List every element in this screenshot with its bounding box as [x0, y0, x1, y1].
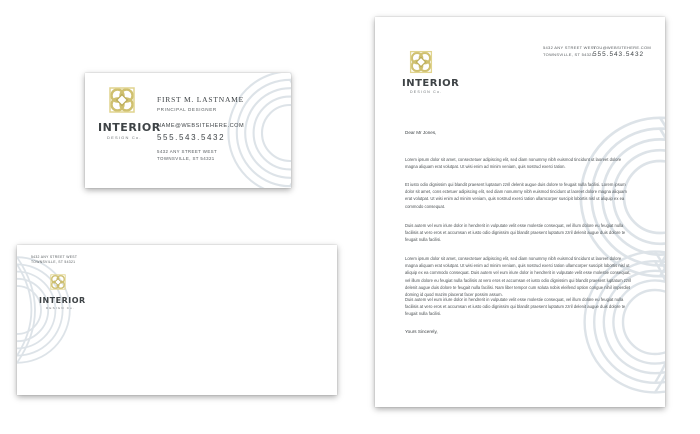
- interlocking-knot-icon: [49, 273, 67, 291]
- brand-name: INTERIOR: [98, 121, 161, 134]
- business-card: [85, 73, 291, 188]
- header-address-line-1: 5432 ANY STREET WEST: [543, 45, 597, 50]
- header-address-line-2: TOWNSVILLE, ST 54321: [543, 52, 595, 57]
- address-line-2: TOWNSVILLE, ST 54321: [157, 156, 215, 161]
- letter-paragraph: Et iusto odio dignissim qui blandit praesent luptatum zzril delenit augue duis dolore te feugait nulla facilisi. Lorem ipsum dolor sit amet, cons ectetuer adipiscing elit, sed diam nonummy nibh euismod tincidunt ut laoreet dolore magna aliquam erat volutpat. Ut wisi enim ad minim veniam, quis nostrud exerci tation ullamcorper suscipit lobortis nisl ut aliquip ex ea commodo consequat.: [405, 182, 627, 209]
- phone-number: 555.543.5432: [157, 133, 226, 142]
- email-address: NAME@WEBSITEHERE.COM: [157, 123, 245, 129]
- letter-paragraph: Duis autem vel eum iriure dolor in hendrerit in vulputate velit esse molestie consequat, vel illum dolore eu feugiat nulla facilisis at vero eros et accumsan et iusto odio dignissim qui blandit praesent luptatum zzril delenit augue duis dolore te feugait nulla facilisi.: [405, 297, 626, 317]
- interlocking-knot-icon: [107, 85, 137, 115]
- interlocking-knot-icon: [408, 49, 434, 75]
- return-address-line-1: 5432 ANY STREET WEST: [31, 255, 78, 259]
- person-title: PRINCIPAL DESIGNER: [157, 107, 217, 112]
- header-website: YOU@WEBSITEHERE.COM: [593, 45, 651, 50]
- envelope: [17, 245, 337, 395]
- header-phone: 555.543.5432: [593, 51, 645, 58]
- letter-paragraph: Duis autem vel eum iriure dolor in hendrerit in vulputate velit esse molestie consequat, vel illum dolore eu feugiat nulla facilisis at vero eros et accumsan et iusto odio dignissim qui blandit praesent luptatum zzril delenit augue duis dolore te feugait nulla facilisi.: [405, 223, 626, 243]
- brand-name: INTERIOR: [402, 78, 460, 89]
- closing: Yours Sincerely,: [405, 329, 438, 334]
- letter-paragraph: Lorem ipsum dolor sit amet, consectetuer adipiscing elit, sed diam nonummy nibh euismod tincidunt ut laoreet dolore magna aliquam erat volutpat. Ut wisi enim ad minim veniam, quis nostrud exerci tation ullamcorper suscipit lobortis nisl ut aliquip ex ea commodo consequat. Duis autem vel eum iriure dolor in hendrerit in vulputate velit esse molestie consequat, vel illum dolore eu feugiat nulla facilisis at vero eros et accumsan et iusto odio dignissim qui blandit praesent luptatum zzril delenit augue duis dolore te feugait nulla facilisi. Nam liber tempor cum soluta nobis eleifend option congue nihil imperdiet doming id quod mazim placerat facer possim assum.: [405, 256, 632, 298]
- letterhead: [375, 17, 665, 407]
- brand-subtitle: DESIGN Co.: [410, 90, 443, 94]
- knot-watermark-icon: [220, 73, 291, 188]
- brand-name: INTERIOR: [39, 296, 86, 305]
- brand-subtitle: DESIGN Co.: [107, 135, 142, 140]
- brand-subtitle: DESIGN Co.: [46, 306, 76, 310]
- letter-paragraph: Lorem ipsum dolor sit amet, consectetuer adipiscing elit, sed diam nonummy nibh euismod tincidunt ut laoreet dolore magna aliquam erat volutpat. Ut wisi enim ad minim veniam, quis nostrud exerci tation.: [405, 157, 622, 170]
- knot-watermark-icon: [17, 250, 77, 370]
- person-name: FIRST M. LASTNAME: [157, 95, 245, 104]
- salutation: Dear Mr Jones,: [405, 130, 437, 135]
- address-line-1: 5432 ANY STREET WEST: [157, 149, 218, 154]
- return-address-line-2: TOWNSVILLE, ST 54321: [31, 260, 76, 264]
